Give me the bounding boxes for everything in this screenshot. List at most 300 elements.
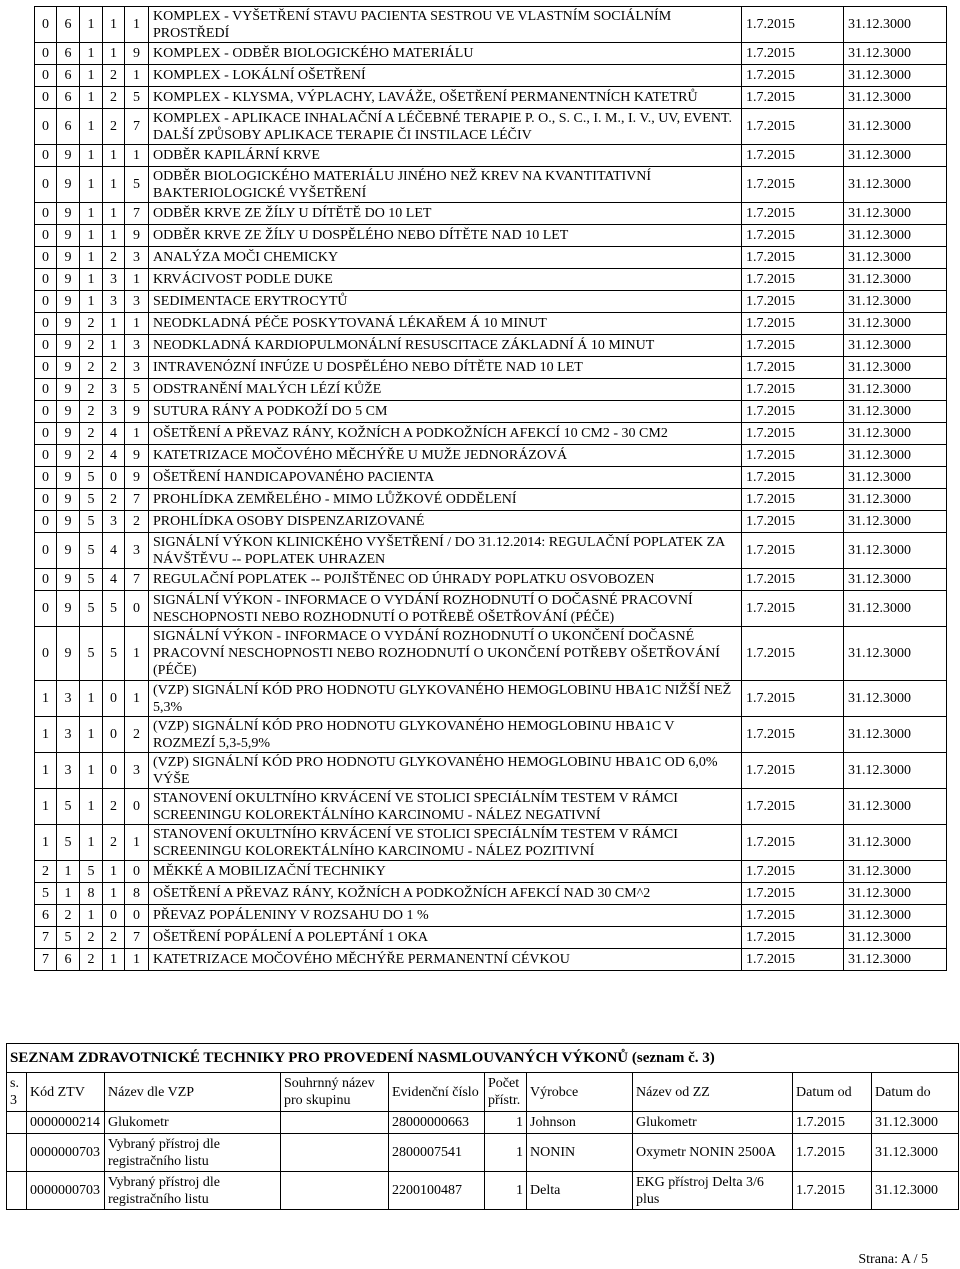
device-cell: 2800007541 bbox=[389, 1134, 485, 1172]
valid-from: 1.7.2015 bbox=[742, 591, 844, 627]
table-row bbox=[35, 247, 947, 269]
valid-to: 31.12.3000 bbox=[844, 591, 947, 627]
code-digit: 8 bbox=[125, 883, 149, 905]
table-row bbox=[35, 203, 947, 225]
table-row bbox=[35, 905, 947, 927]
table-row bbox=[35, 43, 947, 65]
code-digit: 3 bbox=[103, 379, 125, 401]
valid-to: 31.12.3000 bbox=[844, 145, 947, 167]
code-digit: 9 bbox=[57, 203, 80, 225]
device-cell: 1 bbox=[485, 1172, 527, 1210]
device-list-table bbox=[6, 1043, 959, 1210]
code-digit: 9 bbox=[57, 423, 80, 445]
device-cell: 31.12.3000 bbox=[872, 1112, 959, 1134]
code-digit: 0 bbox=[35, 511, 57, 533]
valid-to: 31.12.3000 bbox=[844, 569, 947, 591]
procedure-name: INTRAVENÓZNÍ INFÚZE U DOSPĚLÉHO NEBO DÍTĚTE NAD 10 LET bbox=[149, 357, 742, 379]
valid-to: 31.12.3000 bbox=[844, 905, 947, 927]
column-header: Datum od bbox=[793, 1073, 872, 1112]
code-digit: 1 bbox=[80, 167, 103, 203]
code-digit: 0 bbox=[35, 145, 57, 167]
valid-from: 1.7.2015 bbox=[742, 87, 844, 109]
valid-from: 1.7.2015 bbox=[742, 753, 844, 789]
table-row bbox=[35, 627, 947, 681]
table-row bbox=[35, 825, 947, 861]
code-digit: 1 bbox=[35, 825, 57, 861]
code-digit: 2 bbox=[103, 927, 125, 949]
code-digit: 1 bbox=[125, 627, 149, 681]
code-digit: 0 bbox=[35, 291, 57, 313]
device-cell: 28000000663 bbox=[389, 1112, 485, 1134]
code-digit: 5 bbox=[103, 627, 125, 681]
table-row bbox=[35, 789, 947, 825]
valid-from: 1.7.2015 bbox=[742, 65, 844, 87]
code-digit: 1 bbox=[35, 753, 57, 789]
code-digit: 1 bbox=[103, 949, 125, 971]
table-row bbox=[35, 927, 947, 949]
device-cell: 0000000703 bbox=[27, 1134, 105, 1172]
procedure-name: KOMPLEX - VYŠETŘENÍ STAVU PACIENTA SESTROU VE VLASTNÍM SOCIÁLNÍM PROSTŘEDÍ bbox=[149, 7, 742, 43]
code-digit: 1 bbox=[103, 335, 125, 357]
table-row bbox=[35, 401, 947, 423]
procedure-name: ANALÝZA MOČI CHEMICKY bbox=[149, 247, 742, 269]
code-digit: 0 bbox=[35, 489, 57, 511]
code-digit: 6 bbox=[57, 109, 80, 145]
code-digit: 2 bbox=[103, 247, 125, 269]
code-digit: 5 bbox=[80, 569, 103, 591]
valid-from: 1.7.2015 bbox=[742, 883, 844, 905]
code-digit: 6 bbox=[57, 43, 80, 65]
table-row bbox=[35, 225, 947, 247]
valid-from: 1.7.2015 bbox=[742, 357, 844, 379]
device-cell: 31.12.3000 bbox=[872, 1172, 959, 1210]
valid-to: 31.12.3000 bbox=[844, 357, 947, 379]
code-digit: 1 bbox=[125, 423, 149, 445]
valid-to: 31.12.3000 bbox=[844, 247, 947, 269]
code-digit: 2 bbox=[80, 949, 103, 971]
code-digit: 1 bbox=[35, 681, 57, 717]
valid-from: 1.7.2015 bbox=[742, 335, 844, 357]
procedure-name: KOMPLEX - LOKÁLNÍ OŠETŘENÍ bbox=[149, 65, 742, 87]
code-digit: 5 bbox=[103, 591, 125, 627]
code-digit: 2 bbox=[80, 927, 103, 949]
device-cell: EKG přístroj Delta 3/6 plus bbox=[633, 1172, 793, 1210]
code-digit: 3 bbox=[57, 753, 80, 789]
code-digit: 2 bbox=[103, 65, 125, 87]
procedure-name: SIGNÁLNÍ VÝKON - INFORMACE O VYDÁNÍ ROZHODNUTÍ O UKONČENÍ DOČASNÉ PRACOVNÍ NESCHOPNOSTI NEBO ROZHODNUTÍ O UKONČENÍ POTŘEBY OŠETŘOVÁNÍ (PÉČE) bbox=[149, 627, 742, 681]
code-digit: 1 bbox=[103, 883, 125, 905]
valid-from: 1.7.2015 bbox=[742, 7, 844, 43]
code-digit: 2 bbox=[35, 861, 57, 883]
table-row bbox=[35, 445, 947, 467]
device-cell bbox=[7, 1112, 27, 1134]
code-digit: 0 bbox=[125, 861, 149, 883]
code-digit: 3 bbox=[103, 291, 125, 313]
code-digit: 1 bbox=[103, 7, 125, 43]
procedure-name: PROHLÍDKA ZEMŘELÉHO - MIMO LŮŽKOVÉ ODDĚLENÍ bbox=[149, 489, 742, 511]
code-digit: 5 bbox=[57, 825, 80, 861]
code-digit: 1 bbox=[80, 225, 103, 247]
valid-from: 1.7.2015 bbox=[742, 43, 844, 65]
code-digit: 2 bbox=[125, 511, 149, 533]
code-digit: 1 bbox=[80, 681, 103, 717]
code-digit: 9 bbox=[57, 225, 80, 247]
code-digit: 7 bbox=[35, 927, 57, 949]
code-digit: 1 bbox=[80, 717, 103, 753]
code-digit: 0 bbox=[103, 753, 125, 789]
valid-to: 31.12.3000 bbox=[844, 489, 947, 511]
valid-to: 31.12.3000 bbox=[844, 313, 947, 335]
code-digit: 9 bbox=[57, 269, 80, 291]
procedure-name: MĚKKÉ A MOBILIZAČNÍ TECHNIKY bbox=[149, 861, 742, 883]
table-row bbox=[35, 753, 947, 789]
code-digit: 3 bbox=[103, 401, 125, 423]
code-digit: 1 bbox=[103, 313, 125, 335]
procedure-name: ODBĚR KRVE ZE ŽÍLY U DÍTĚTĚ DO 10 LET bbox=[149, 203, 742, 225]
code-digit: 6 bbox=[57, 949, 80, 971]
valid-to: 31.12.3000 bbox=[844, 445, 947, 467]
code-digit: 0 bbox=[35, 313, 57, 335]
code-digit: 5 bbox=[80, 591, 103, 627]
valid-to: 31.12.3000 bbox=[844, 789, 947, 825]
procedure-name: SEDIMENTACE ERYTROCYTŮ bbox=[149, 291, 742, 313]
code-digit: 9 bbox=[57, 489, 80, 511]
device-cell: 0000000703 bbox=[27, 1172, 105, 1210]
code-digit: 7 bbox=[125, 203, 149, 225]
code-digit: 0 bbox=[103, 681, 125, 717]
code-digit: 0 bbox=[35, 533, 57, 569]
table-row bbox=[35, 145, 947, 167]
device-cell bbox=[7, 1172, 27, 1210]
code-digit: 0 bbox=[35, 379, 57, 401]
code-digit: 5 bbox=[80, 533, 103, 569]
code-digit: 9 bbox=[57, 569, 80, 591]
valid-to: 31.12.3000 bbox=[844, 203, 947, 225]
code-digit: 1 bbox=[125, 313, 149, 335]
table-row bbox=[35, 717, 947, 753]
procedure-name: STANOVENÍ OKULTNÍHO KRVÁCENÍ VE STOLICI SPECIÁLNÍM TESTEM V RÁMCI SCREENINGU KOLOREKTÁLNÍHO KARCINOMU - NÁLEZ NEGATIVNÍ bbox=[149, 789, 742, 825]
device-list-title-row bbox=[7, 1044, 959, 1073]
table-row bbox=[35, 511, 947, 533]
code-digit: 9 bbox=[57, 467, 80, 489]
code-digit: 0 bbox=[35, 269, 57, 291]
code-digit: 1 bbox=[80, 789, 103, 825]
code-digit: 1 bbox=[80, 203, 103, 225]
table-row bbox=[35, 681, 947, 717]
code-digit: 1 bbox=[80, 109, 103, 145]
code-digit: 3 bbox=[125, 247, 149, 269]
code-digit: 1 bbox=[103, 167, 125, 203]
code-digit: 1 bbox=[103, 861, 125, 883]
code-digit: 0 bbox=[35, 247, 57, 269]
page-number: Strana: A / 5 bbox=[858, 1252, 928, 1267]
column-header: Název dle VZP bbox=[105, 1073, 281, 1112]
code-digit: 7 bbox=[35, 949, 57, 971]
device-cell: Delta bbox=[527, 1172, 633, 1210]
code-digit: 1 bbox=[103, 145, 125, 167]
code-digit: 0 bbox=[103, 467, 125, 489]
code-digit: 9 bbox=[57, 533, 80, 569]
valid-to: 31.12.3000 bbox=[844, 681, 947, 717]
device-cell: 1.7.2015 bbox=[793, 1172, 872, 1210]
valid-to: 31.12.3000 bbox=[844, 511, 947, 533]
code-digit: 0 bbox=[35, 335, 57, 357]
procedure-name: KOMPLEX - APLIKACE INHALAČNÍ A LÉČEBNÉ TERAPIE P. O., S. C., I. M., I. V., UV, EVENT. DALŠÍ ZPŮSOBY APLIKACE TERAPIE ČI INSTILACE LÉČIV bbox=[149, 109, 742, 145]
table-row bbox=[35, 489, 947, 511]
code-digit: 0 bbox=[35, 7, 57, 43]
code-digit: 9 bbox=[125, 225, 149, 247]
code-digit: 1 bbox=[80, 905, 103, 927]
procedure-name: PROHLÍDKA OSOBY DISPENZARIZOVANÉ bbox=[149, 511, 742, 533]
procedure-name: KRVÁCIVOST PODLE DUKE bbox=[149, 269, 742, 291]
table-row bbox=[35, 313, 947, 335]
valid-to: 31.12.3000 bbox=[844, 291, 947, 313]
code-digit: 3 bbox=[57, 681, 80, 717]
table-row bbox=[35, 949, 947, 971]
valid-from: 1.7.2015 bbox=[742, 225, 844, 247]
table-row bbox=[35, 883, 947, 905]
code-digit: 5 bbox=[80, 489, 103, 511]
code-digit: 0 bbox=[35, 591, 57, 627]
code-digit: 4 bbox=[103, 569, 125, 591]
valid-from: 1.7.2015 bbox=[742, 681, 844, 717]
column-header: Výrobce bbox=[527, 1073, 633, 1112]
code-digit: 1 bbox=[80, 825, 103, 861]
code-digit: 0 bbox=[35, 43, 57, 65]
code-digit: 9 bbox=[57, 401, 80, 423]
device-cell bbox=[281, 1172, 389, 1210]
valid-from: 1.7.2015 bbox=[742, 167, 844, 203]
valid-to: 31.12.3000 bbox=[844, 825, 947, 861]
code-digit: 1 bbox=[80, 291, 103, 313]
code-digit: 2 bbox=[80, 401, 103, 423]
code-digit: 0 bbox=[35, 401, 57, 423]
valid-to: 31.12.3000 bbox=[844, 225, 947, 247]
procedure-name: (VZP) SIGNÁLNÍ KÓD PRO HODNOTU GLYKOVANÉHO HEMOGLOBINU HBA1C OD 6,0% VÝŠE bbox=[149, 753, 742, 789]
valid-to: 31.12.3000 bbox=[844, 7, 947, 43]
code-digit: 0 bbox=[35, 87, 57, 109]
code-digit: 1 bbox=[80, 247, 103, 269]
code-digit: 6 bbox=[35, 905, 57, 927]
code-digit: 2 bbox=[103, 825, 125, 861]
device-list-title: SEZNAM ZDRAVOTNICKÉ TECHNIKY PRO PROVEDENÍ NASMLOUVANÝCH VÝKONŮ (seznam č. 3) bbox=[7, 1044, 959, 1073]
column-header: Počet přístr. bbox=[485, 1073, 527, 1112]
code-digit: 1 bbox=[35, 717, 57, 753]
valid-from: 1.7.2015 bbox=[742, 145, 844, 167]
code-digit: 4 bbox=[103, 423, 125, 445]
valid-from: 1.7.2015 bbox=[742, 825, 844, 861]
valid-to: 31.12.3000 bbox=[844, 401, 947, 423]
code-digit: 3 bbox=[57, 717, 80, 753]
code-digit: 6 bbox=[57, 87, 80, 109]
valid-to: 31.12.3000 bbox=[844, 861, 947, 883]
code-digit: 1 bbox=[103, 225, 125, 247]
code-digit: 1 bbox=[125, 949, 149, 971]
code-digit: 1 bbox=[103, 203, 125, 225]
table-row bbox=[35, 109, 947, 145]
code-digit: 1 bbox=[80, 269, 103, 291]
table-row bbox=[35, 423, 947, 445]
device-cell: Glukometr bbox=[105, 1112, 281, 1134]
code-digit: 1 bbox=[103, 43, 125, 65]
code-digit: 7 bbox=[125, 489, 149, 511]
valid-to: 31.12.3000 bbox=[844, 883, 947, 905]
valid-from: 1.7.2015 bbox=[742, 247, 844, 269]
code-digit: 9 bbox=[57, 335, 80, 357]
code-digit: 7 bbox=[125, 109, 149, 145]
valid-to: 31.12.3000 bbox=[844, 717, 947, 753]
valid-from: 1.7.2015 bbox=[742, 423, 844, 445]
code-digit: 2 bbox=[80, 357, 103, 379]
device-cell: Oxymetr NONIN 2500A bbox=[633, 1134, 793, 1172]
table-row bbox=[35, 335, 947, 357]
code-digit: 9 bbox=[57, 511, 80, 533]
device-cell: 1 bbox=[485, 1134, 527, 1172]
code-digit: 3 bbox=[125, 533, 149, 569]
code-digit: 2 bbox=[80, 379, 103, 401]
table-row bbox=[35, 379, 947, 401]
table-row bbox=[35, 291, 947, 313]
procedure-name: STANOVENÍ OKULTNÍHO KRVÁCENÍ VE STOLICI SPECIÁLNÍM TESTEM V RÁMCI SCREENINGU KOLOREKTÁLNÍHO KARCINOMU - NÁLEZ POZITIVNÍ bbox=[149, 825, 742, 861]
code-digit: 4 bbox=[103, 533, 125, 569]
valid-to: 31.12.3000 bbox=[844, 65, 947, 87]
procedure-name: (VZP) SIGNÁLNÍ KÓD PRO HODNOTU GLYKOVANÉHO HEMOGLOBINU HBA1C NIŽŠÍ NEŽ 5,3% bbox=[149, 681, 742, 717]
code-digit: 2 bbox=[103, 109, 125, 145]
valid-from: 1.7.2015 bbox=[742, 379, 844, 401]
table-row bbox=[35, 269, 947, 291]
table-row bbox=[35, 591, 947, 627]
code-digit: 1 bbox=[57, 861, 80, 883]
valid-to: 31.12.3000 bbox=[844, 269, 947, 291]
code-digit: 3 bbox=[125, 335, 149, 357]
valid-from: 1.7.2015 bbox=[742, 401, 844, 423]
table-row bbox=[35, 357, 947, 379]
code-digit: 0 bbox=[35, 65, 57, 87]
code-digit: 5 bbox=[80, 861, 103, 883]
code-digit: 5 bbox=[80, 511, 103, 533]
valid-from: 1.7.2015 bbox=[742, 569, 844, 591]
code-digit: 1 bbox=[57, 883, 80, 905]
valid-to: 31.12.3000 bbox=[844, 627, 947, 681]
device-cell: 1 bbox=[485, 1112, 527, 1134]
table-row bbox=[35, 861, 947, 883]
code-digit: 0 bbox=[35, 167, 57, 203]
valid-from: 1.7.2015 bbox=[742, 927, 844, 949]
code-digit: 0 bbox=[35, 627, 57, 681]
device-cell bbox=[281, 1112, 389, 1134]
valid-from: 1.7.2015 bbox=[742, 269, 844, 291]
device-cell bbox=[7, 1134, 27, 1172]
column-header: Evidenční číslo bbox=[389, 1073, 485, 1112]
code-digit: 2 bbox=[80, 313, 103, 335]
valid-from: 1.7.2015 bbox=[742, 533, 844, 569]
code-digit: 2 bbox=[57, 905, 80, 927]
valid-from: 1.7.2015 bbox=[742, 203, 844, 225]
valid-from: 1.7.2015 bbox=[742, 949, 844, 971]
code-digit: 2 bbox=[103, 357, 125, 379]
code-digit: 0 bbox=[103, 717, 125, 753]
code-digit: 2 bbox=[103, 489, 125, 511]
code-digit: 3 bbox=[103, 269, 125, 291]
code-digit: 7 bbox=[125, 569, 149, 591]
table-row bbox=[35, 87, 947, 109]
procedure-name: ODBĚR BIOLOGICKÉHO MATERIÁLU JINÉHO NEŽ KREV NA KVANTITATIVNÍ BAKTERIOLOGICKÉ VYŠETŘENÍ bbox=[149, 167, 742, 203]
device-cell: Glukometr bbox=[633, 1112, 793, 1134]
code-digit: 5 bbox=[35, 883, 57, 905]
valid-to: 31.12.3000 bbox=[844, 423, 947, 445]
code-digit: 2 bbox=[80, 423, 103, 445]
valid-to: 31.12.3000 bbox=[844, 109, 947, 145]
device-cell bbox=[281, 1134, 389, 1172]
code-digit: 9 bbox=[57, 313, 80, 335]
table-row bbox=[35, 569, 947, 591]
code-digit: 1 bbox=[125, 269, 149, 291]
procedure-name: ODSTRANĚNÍ MALÝCH LÉZÍ KŮŽE bbox=[149, 379, 742, 401]
code-digit: 3 bbox=[125, 291, 149, 313]
code-digit: 6 bbox=[57, 7, 80, 43]
valid-from: 1.7.2015 bbox=[742, 861, 844, 883]
device-cell: 1.7.2015 bbox=[793, 1134, 872, 1172]
valid-from: 1.7.2015 bbox=[742, 789, 844, 825]
code-digit: 3 bbox=[125, 357, 149, 379]
valid-from: 1.7.2015 bbox=[742, 467, 844, 489]
device-cell: 1.7.2015 bbox=[793, 1112, 872, 1134]
device-cell: 0000000214 bbox=[27, 1112, 105, 1134]
code-digit: 2 bbox=[103, 87, 125, 109]
code-digit: 1 bbox=[125, 681, 149, 717]
code-digit: 1 bbox=[125, 7, 149, 43]
table-row bbox=[35, 467, 947, 489]
code-digit: 1 bbox=[125, 145, 149, 167]
code-digit: 1 bbox=[80, 145, 103, 167]
code-digit: 7 bbox=[125, 927, 149, 949]
code-digit: 0 bbox=[35, 445, 57, 467]
procedure-name: REGULAČNÍ POPLATEK -- POJIŠTĚNEC OD ÚHRADY POPLATKU OSVOBOZEN bbox=[149, 569, 742, 591]
code-digit: 1 bbox=[80, 65, 103, 87]
code-digit: 9 bbox=[57, 145, 80, 167]
code-digit: 1 bbox=[80, 43, 103, 65]
code-digit: 1 bbox=[80, 87, 103, 109]
valid-to: 31.12.3000 bbox=[844, 335, 947, 357]
code-digit: 9 bbox=[57, 445, 80, 467]
code-digit: 2 bbox=[125, 717, 149, 753]
code-digit: 9 bbox=[57, 167, 80, 203]
table-row bbox=[35, 65, 947, 87]
table-row bbox=[35, 167, 947, 203]
device-cell: 31.12.3000 bbox=[872, 1134, 959, 1172]
code-digit: 8 bbox=[80, 883, 103, 905]
column-header: Datum do bbox=[872, 1073, 959, 1112]
code-digit: 9 bbox=[125, 43, 149, 65]
procedure-name: OŠETŘENÍ A PŘEVAZ RÁNY, KOŽNÍCH A PODKOŽNÍCH AFEKCÍ 10 CM2 - 30 CM2 bbox=[149, 423, 742, 445]
code-digit: 0 bbox=[35, 357, 57, 379]
device-cell: Vybraný přístroj dle registračního listu bbox=[105, 1134, 281, 1172]
code-digit: 1 bbox=[80, 753, 103, 789]
code-digit: 3 bbox=[125, 753, 149, 789]
device-cell: NONIN bbox=[527, 1134, 633, 1172]
code-digit: 5 bbox=[125, 379, 149, 401]
procedure-name: NEODKLADNÁ PÉČE POSKYTOVANÁ LÉKAŘEM Á 10 MINUT bbox=[149, 313, 742, 335]
valid-from: 1.7.2015 bbox=[742, 717, 844, 753]
procedure-name: OŠETŘENÍ POPÁLENÍ A POLEPTÁNÍ 1 OKA bbox=[149, 927, 742, 949]
valid-from: 1.7.2015 bbox=[742, 489, 844, 511]
valid-to: 31.12.3000 bbox=[844, 533, 947, 569]
code-digit: 0 bbox=[125, 591, 149, 627]
valid-to: 31.12.3000 bbox=[844, 753, 947, 789]
device-row bbox=[7, 1134, 959, 1172]
code-digit: 5 bbox=[80, 467, 103, 489]
code-digit: 1 bbox=[35, 789, 57, 825]
